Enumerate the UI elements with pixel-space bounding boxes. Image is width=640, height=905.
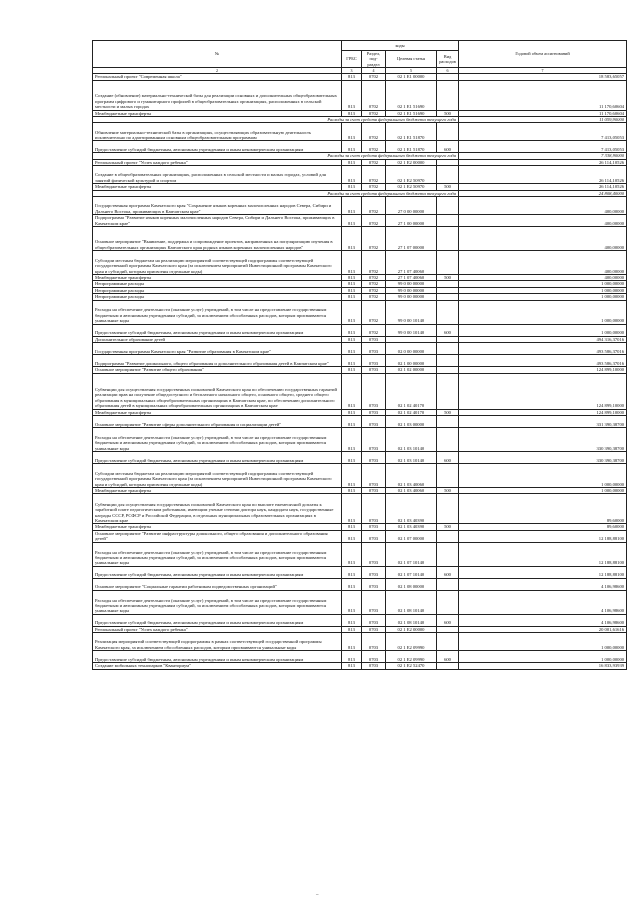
header-razdel: Раздел, под-раздел [362,51,386,68]
table-row [93,614,627,626]
grbs-cell: 813 [342,663,362,669]
grbs-cell: 813 [342,123,362,141]
amount-cell: 12 188,88100 [459,566,627,578]
grbs-cell: 813 [342,251,362,275]
amount-cell: 24 808,40000 [459,190,627,196]
amount-cell: 1 000,00000 [459,651,627,663]
vr-cell [437,463,459,487]
csr-cell: 99 0 00 10140 [386,300,437,324]
csr-cell: 02 1 07 10140 [386,542,437,566]
amount-cell: 20 001,61616 [459,626,627,632]
amount-cell: 1 000,00000 [459,300,627,324]
table-row [93,633,627,651]
razdel-cell: 0703 [362,355,386,367]
description-cell: Непрограммные расходы [93,287,342,293]
grbs-cell: 813 [342,367,362,373]
razdel-cell: 0703 [362,463,386,487]
amount-cell: 331 390,38700 [459,415,627,427]
csr-cell: 02 1 E2 50970 [386,184,437,190]
amount-cell: 11 170,60604 [459,80,627,110]
budget-table-sheet [92,40,626,670]
header-csr: Целевая статья [386,51,437,68]
grbs-cell: 813 [342,74,362,80]
amount-cell: 26 114,10526 [459,159,627,165]
grbs-cell: 813 [342,633,362,651]
grbs-cell: 813 [342,427,362,451]
description-cell: Государственная программа Камчатского края "Сохранение языков коренных малочисленных народов Севера, Сибири и Дальнего Востока, проживающих в Камчатском крае" [93,197,342,215]
grbs-cell: 813 [342,524,362,530]
razdel-cell: 0702 [362,74,386,80]
table-row [93,542,627,566]
column-index: 4 [362,68,386,74]
table-row [93,251,627,275]
grbs-cell: 813 [342,494,362,524]
grbs-cell: 813 [342,614,362,626]
grbs-cell: 813 [342,294,362,300]
vr-cell [437,663,459,669]
amount-cell: 4 106,98600 [459,578,627,590]
amount-cell: 7 413,05053 [459,123,627,141]
razdel-cell: 0702 [362,287,386,293]
amount-cell: 11 059,90000 [459,117,627,123]
amount-cell: 400,00000 [459,215,627,227]
vr-cell [437,251,459,275]
razdel-cell: 0703 [362,451,386,463]
amount-cell: 1 000,00000 [459,633,627,651]
vr-cell [437,215,459,227]
table-row [93,578,627,590]
amount-cell: 89,60000 [459,524,627,530]
description-cell: Реализация мероприятий соответствующей подпрограммы в рамках соответствующей государственной программы Камчатского края, за исключением обособленных расходов, которым присваиваются уникальные коды [93,633,342,651]
amount-cell: 493 586,37016 [459,355,627,367]
csr-cell: 27 1 07 40060 [386,275,437,281]
grbs-cell: 813 [342,197,362,215]
description-cell: Субсидии местным бюджетам на реализацию мероприятий соответствующей подпрограммы соответствующей государственной программы Камчатского края (за исключением мероприятий Инвестиционной программы Камчатского края и субсидий, которым присвоены отдельные коды) [93,463,342,487]
grbs-cell: 813 [342,463,362,487]
razdel-cell: 0702 [362,159,386,165]
description-cell: Межбюджетные трансферты [93,275,342,281]
razdel-cell: 0703 [362,590,386,614]
table-row [93,651,627,663]
table-row [93,494,627,524]
razdel-cell: 0703 [362,343,386,355]
vr-cell: 600 [437,324,459,336]
description-cell: Обновление материально-технической базы в организациях, осуществляющих образовательную деятельность исключительно по адаптированным основным общеобразовательным программам [93,123,342,141]
razdel-cell: 0702 [362,110,386,116]
column-index: 6 [437,68,459,74]
amount-cell: 89,60000 [459,494,627,524]
description-cell: Непрограммные расходы [93,281,342,287]
amount-cell: 400,00000 [459,197,627,215]
razdel-cell: 0702 [362,294,386,300]
description-cell: Создание мобильных технопарков "Кванториум" [93,663,342,669]
vr-cell [437,300,459,324]
grbs-cell: 813 [342,343,362,355]
amount-cell: 1 000,00000 [459,324,627,336]
razdel-cell: 0702 [362,123,386,141]
description-cell: Субвенции для осуществления государственных полномочий Камчатского края по выплате ежемесячной доплаты к заработной плате педагогическим работникам, имеющим ученые степени доктора наук, кандидата наук, государственные награды СССР, РСФСР и Российской Федерации, в отдельных муниципальных образовательных организациях в Камчатском крае [93,494,342,524]
razdel-cell: 0702 [362,141,386,153]
vr-cell: 600 [437,141,459,153]
razdel-cell: 0703 [362,367,386,373]
grbs-cell: 813 [342,336,362,342]
vr-cell: 500 [437,487,459,493]
description-cell: Региональный проект "Современная школа" [93,74,342,80]
table-row [93,80,627,110]
amount-cell: 1 000,00000 [459,294,627,300]
csr-cell: 02 1 03 40390 [386,494,437,524]
description-cell: Межбюджетные трансферты [93,184,342,190]
razdel-cell: 0703 [362,651,386,663]
column-index: 7 [459,68,627,74]
amount-cell: 400,00000 [459,227,627,251]
description-cell: Межбюджетные трансферты [93,524,342,530]
description-cell: Предоставление субсидий бюджетным, автономным учреждениям и иным некоммерческим организациям [93,324,342,336]
table-row [93,663,627,669]
description-cell: Субвенции для осуществления государственных полномочий Камчатского края по обеспечению государственных гарантий реализации прав на получение общедоступного и бесплатного начального общего, основного общего, среднего общего образования в муниципальных общеобразовательных организациях в Камчатском крае, по обеспечению дополнительного образования детей в муниципальных общеобразовательных организациях в Камчатском крае [93,373,342,409]
grbs-cell: 813 [342,215,362,227]
csr-cell: 02 1 E1 51870 [386,123,437,141]
grbs-cell: 813 [342,451,362,463]
header-vr: Вид расходов [437,51,459,68]
amount-cell: 494 316,37016 [459,336,627,342]
csr-cell: 02 1 02 00000 [386,367,437,373]
table-row [93,123,627,141]
amount-cell: 12 188,88100 [459,542,627,566]
note-cell: Расходы за счет средств федерального бюджета текущего года [93,153,459,159]
razdel-cell: 0703 [362,542,386,566]
vr-cell [437,494,459,524]
vr-cell [437,123,459,141]
razdel-cell: 0702 [362,324,386,336]
table-row [93,530,627,542]
csr-cell: 02 1 03 00000 [386,415,437,427]
vr-cell: 600 [437,451,459,463]
amount-cell: 330 390,38700 [459,427,627,451]
table-row [93,215,627,227]
amount-cell: 400,00000 [459,251,627,275]
column-index: 3 [342,68,362,74]
description-cell: Субсидии местным бюджетам на реализацию мероприятий соответствующей подпрограммы соответствующей государственной программы Камчатского края (за исключением мероприятий Инвестиционной программы Камчатского края и субсидий, которым присвоены отдельные коды) [93,251,342,275]
table-row [93,590,627,614]
grbs-cell: 813 [342,373,362,409]
grbs-cell: 813 [342,159,362,165]
csr-cell: 02 1 07 00000 [386,530,437,542]
table-row [93,566,627,578]
razdel-cell: 0702 [362,215,386,227]
razdel-cell: 0703 [362,336,386,342]
description-cell: Основное мероприятие "Социальные гарантии работникам подведомственных организаций" [93,578,342,590]
amount-cell: 4 106,98600 [459,590,627,614]
header-codes: коды [342,41,459,51]
table-row [93,373,627,409]
csr-cell: 02 1 03 40060 [386,463,437,487]
csr-cell: 02 1 08 00000 [386,578,437,590]
razdel-cell: 0703 [362,373,386,409]
vr-cell: 500 [437,409,459,415]
vr-cell: 500 [437,184,459,190]
razdel-cell: 0703 [362,530,386,542]
csr-cell: 02 1 08 10140 [386,590,437,614]
description-cell: Региональный проект "Успех каждого ребенка" [93,159,342,165]
razdel-cell: 0703 [362,524,386,530]
description-cell: Основное мероприятие "Выявление, поддержка и сопровождение проектов, направленных на популяризацию изучения в общеобразовательных организациях Камчатского края родных языков коренных малочисленных народов" [93,227,342,251]
razdel-cell: 0702 [362,166,386,184]
amount-cell: 1 000,00000 [459,287,627,293]
csr-cell: 02 1 E1 51870 [386,141,437,153]
description-cell: Региональный проект "Успех каждого ребенка" [93,626,342,632]
description-cell: Предоставление субсидий бюджетным, автономным учреждениям и иным некоммерческим организациям [93,566,342,578]
csr-cell: 02 1 08 10140 [386,614,437,626]
csr-cell: 02 0 00 00000 [386,343,437,355]
razdel-cell: 0702 [362,251,386,275]
description-cell: Расходы на обеспечение деятельности (оказание услуг) учреждений, в том числе на предоставление государственным бюджетным и автономным учреждениям субсидий, за исключением обособленных расходов, которым присваиваются уникальные коды [93,300,342,324]
csr-cell: 02 1 E2 00000 [386,159,437,165]
csr-cell: 02 1 02 40170 [386,373,437,409]
razdel-cell: 0702 [362,184,386,190]
amount-cell: 124 899,10000 [459,373,627,409]
amount-cell: 18 583,65057 [459,74,627,80]
header-total: Годовой объем ассигнований [459,41,627,68]
csr-cell: 99 0 00 00000 [386,294,437,300]
csr-cell: 02 1 E2 09990 [386,651,437,663]
csr-cell: 02 1 E1 51690 [386,80,437,110]
csr-cell: 02 1 03 10140 [386,451,437,463]
header-grbs: ГРБС [342,51,362,68]
csr-cell: 02 1 00 00000 [386,355,437,367]
csr-cell: 02 1 E2 00000 [386,626,437,632]
razdel-cell: 0703 [362,663,386,669]
csr-cell: 02 1 E2 09990 [386,633,437,651]
razdel-cell: 0703 [362,487,386,493]
grbs-cell: 813 [342,287,362,293]
table-row [93,166,627,184]
vr-cell [437,590,459,614]
razdel-cell: 0703 [362,415,386,427]
razdel-cell: 0702 [362,227,386,251]
amount-cell: 7 338,90000 [459,153,627,159]
grbs-cell: 813 [342,281,362,287]
table-row [93,451,627,463]
table-row [93,355,627,367]
vr-cell [437,415,459,427]
csr-cell: 02 1 07 10140 [386,566,437,578]
razdel-cell: 0703 [362,494,386,524]
grbs-cell: 813 [342,542,362,566]
budget-table [92,40,627,670]
table-row [93,300,627,324]
amount-cell: 1 000,00000 [459,487,627,493]
grbs-cell: 813 [342,409,362,415]
description-cell: Государственная программа Камчатского края "Развитие образования в Камчатском крае" [93,343,342,355]
grbs-cell: 813 [342,651,362,663]
table-row [93,427,627,451]
vr-cell [437,530,459,542]
description-cell: Создание в общеобразовательных организациях, расположенных в сельской местности и малых городах, условий для занятий физической культурой и спортом [93,166,342,184]
note-cell: Расходы за счет средств федерального бюджета текущего года [93,117,459,123]
grbs-cell: 813 [342,355,362,367]
csr-cell: 02 1 E1 00000 [386,74,437,80]
razdel-cell: 0703 [362,614,386,626]
amount-cell: 1 000,00000 [459,463,627,487]
description-cell: Межбюджетные трансферты [93,409,342,415]
razdel-cell: 0703 [362,409,386,415]
vr-cell [437,542,459,566]
amount-cell: 1 000,00000 [459,281,627,287]
description-cell: Предоставление субсидий бюджетным, автономным учреждениям и иным некоммерческим организациям [93,451,342,463]
amount-cell: 11 170,60604 [459,110,627,116]
description-cell: Подпрограмма "Развитие языков коренных малочисленных народов Севера, Сибири и Дальнего Востока, проживающих в Камчатском крае" [93,215,342,227]
description-cell: Предоставление субсидий бюджетным, автономным учреждениям и иным некоммерческим организациям [93,614,342,626]
csr-cell: 99 0 00 00000 [386,281,437,287]
description-cell: Расходы на обеспечение деятельности (оказание услуг) учреждений, в том числе на предоставление государственным бюджетным и автономным учреждениям субсидий, за исключением обособленных расходов, которым присваиваются уникальные коды [93,542,342,566]
vr-cell [437,578,459,590]
grbs-cell: 813 [342,530,362,542]
csr-cell: 99 0 00 10140 [386,324,437,336]
description-cell: Межбюджетные трансферты [93,487,342,493]
amount-cell: 4 106,98600 [459,614,627,626]
grbs-cell: 813 [342,578,362,590]
grbs-cell: 813 [342,324,362,336]
grbs-cell: 813 [342,166,362,184]
razdel-cell: 0703 [362,578,386,590]
table-row [93,463,627,487]
amount-cell: 330 390,38700 [459,451,627,463]
vr-cell [437,373,459,409]
vr-cell [437,166,459,184]
csr-cell: 02 1 E2 50970 [386,166,437,184]
vr-cell: 500 [437,524,459,530]
grbs-cell: 813 [342,227,362,251]
vr-cell: 600 [437,651,459,663]
description-cell: Основное мероприятие "Развитие общего образования" [93,367,342,373]
table-row [93,415,627,427]
grbs-cell: 813 [342,590,362,614]
razdel-cell: 0703 [362,427,386,451]
vr-cell: 500 [437,275,459,281]
grbs-cell: 813 [342,626,362,632]
grbs-cell: 813 [342,275,362,281]
razdel-cell: 0702 [362,80,386,110]
description-cell: Основное мероприятие "Развитие инфраструктуры дошкольного, общего образования и дополнительного образования детей" [93,530,342,542]
vr-cell [437,355,459,367]
grbs-cell: 813 [342,566,362,578]
grbs-cell: 813 [342,184,362,190]
razdel-cell: 0702 [362,197,386,215]
grbs-cell: 813 [342,110,362,116]
table-row [93,141,627,153]
amount-cell: 26 114,10526 [459,184,627,190]
amount-cell: 124 899,10000 [459,409,627,415]
amount-cell: 7 413,05053 [459,141,627,153]
vr-cell: 500 [437,110,459,116]
description-cell: Межбюджетные трансферты [93,110,342,116]
grbs-cell: 813 [342,141,362,153]
table-row [93,343,627,355]
amount-cell: 16 833,93939 [459,663,627,669]
grbs-cell: 813 [342,80,362,110]
vr-cell [437,80,459,110]
vr-cell: 600 [437,614,459,626]
csr-cell: 27 1 07 40060 [386,251,437,275]
grbs-cell: 813 [342,300,362,324]
csr-cell: 02 1 03 10140 [386,427,437,451]
razdel-cell: 0703 [362,566,386,578]
csr-cell: 27 0 00 00000 [386,197,437,215]
csr-cell: 02 1 E1 51690 [386,110,437,116]
table-row [93,197,627,215]
razdel-cell: 0703 [362,626,386,632]
description-cell: Дополнительное образование детей [93,336,342,342]
table-row [93,324,627,336]
razdel-cell: 0703 [362,633,386,651]
vr-cell: 600 [437,566,459,578]
grbs-cell: 813 [342,487,362,493]
description-cell: Основное мероприятие "Развитие сферы дополнительного образования и социализации детей" [93,415,342,427]
vr-cell [437,633,459,651]
amount-cell: 124 899,10000 [459,367,627,373]
csr-cell: 27 1 07 00000 [386,227,437,251]
vr-cell [437,197,459,215]
page-number: – [316,893,319,898]
razdel-cell: 0702 [362,300,386,324]
column-index: 2 [93,68,342,74]
description-cell: Расходы на обеспечение деятельности (оказание услуг) учреждений, в том числе на предоставление государственным бюджетным и автономным учреждениям субсидий, за исключением обособленных расходов, которым присваиваются уникальные коды [93,427,342,451]
amount-cell: 26 114,10526 [459,166,627,184]
note-cell: Расходы за счет средств федерального бюджета текущего года [93,190,459,196]
razdel-cell: 0702 [362,281,386,287]
description-cell: Предоставление субсидий бюджетным, автономным учреждениям и иным некоммерческим организациям [93,651,342,663]
amount-cell: 400,00000 [459,275,627,281]
description-cell: Непрограммные расходы [93,294,342,300]
amount-cell: 493 586,37016 [459,343,627,355]
description-cell: Предоставление субсидий бюджетным, автономным учреждениям и иным некоммерческим организациям [93,141,342,153]
column-index: 5 [386,68,437,74]
vr-cell [437,227,459,251]
vr-cell [437,427,459,451]
table-row [93,227,627,251]
csr-cell: 99 0 00 00000 [386,287,437,293]
csr-cell: 02 1 02 40170 [386,409,437,415]
amount-cell: 12 188,88100 [459,530,627,542]
csr-cell: 02 1 E2 52470 [386,663,437,669]
csr-cell: 02 1 03 40390 [386,524,437,530]
razdel-cell: 0702 [362,275,386,281]
description-cell: Подпрограмма "Развитие дошкольного, общего образования и дополнительного образования детей в Камчатском крае" [93,355,342,367]
csr-cell: 27 1 00 00000 [386,215,437,227]
grbs-cell: 813 [342,415,362,427]
description-cell: Расходы на обеспечение деятельности (оказание услуг) учреждений, в том числе на предоставление государственным бюджетным и автономным учреждениям субсидий, за исключением обособленных расходов, которым присваиваются уникальные коды [93,590,342,614]
vr-cell [437,343,459,355]
description-cell: Создание (обновление) материально-технической базы для реализации основных и дополнительных общеобразовательных программ цифрового и гуманитарного профилей в общеобразовательных организациях, расположенных в сельской местности и малых городах [93,80,342,110]
csr-cell: 02 1 03 40060 [386,487,437,493]
header-num: № [93,41,342,68]
